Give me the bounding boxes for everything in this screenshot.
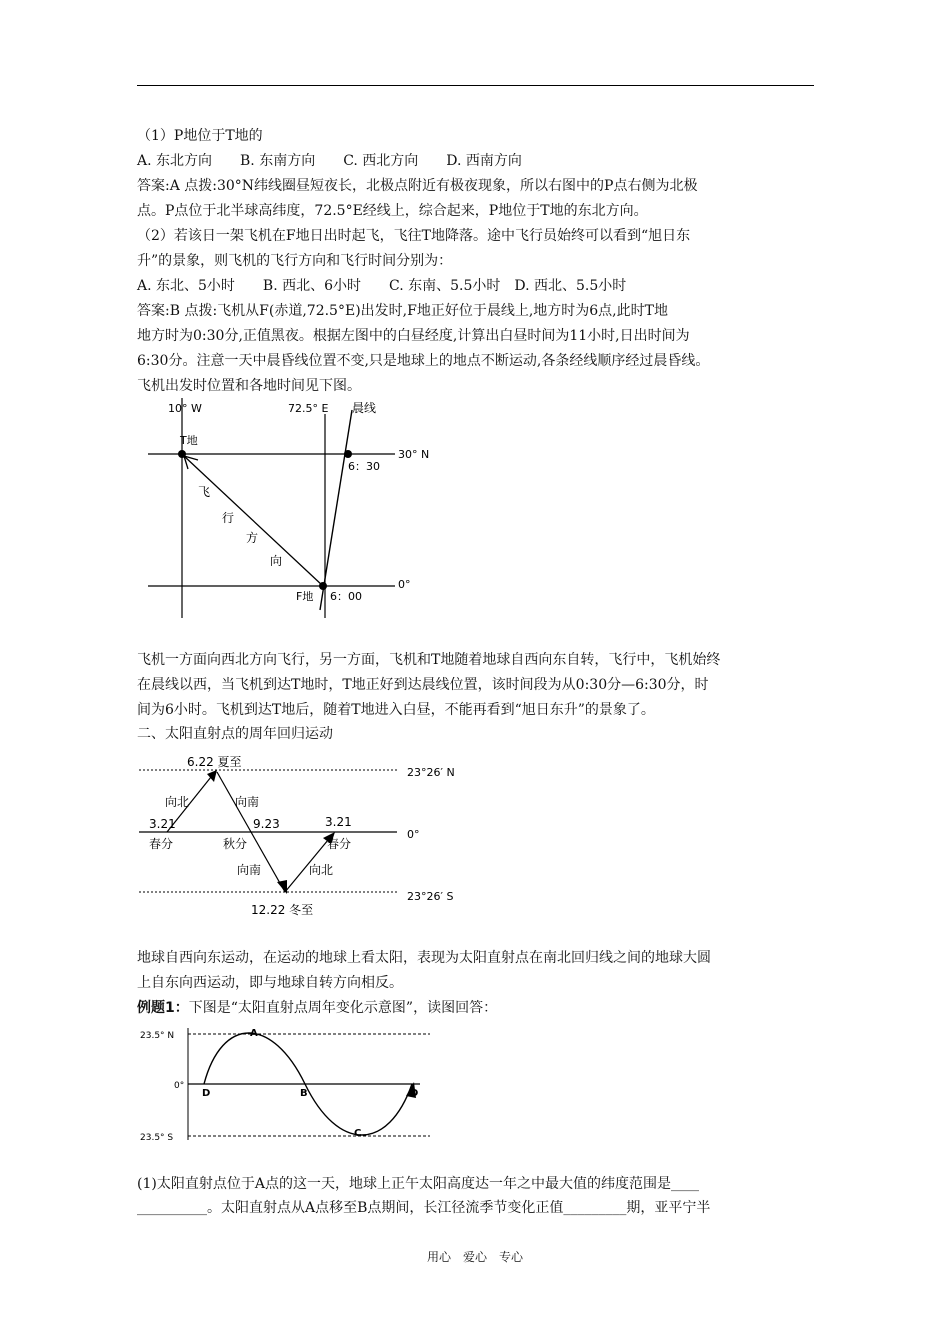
spring-label: 春分 — [149, 837, 174, 851]
lat-s-label: 23.5° S — [140, 1133, 174, 1143]
lat-n-label: 23.5° N — [140, 1031, 175, 1041]
path-char-4: 向 — [270, 554, 283, 568]
para2-line1: 地球自西向东运动，在运动的地球上看太阳，表现为太阳直射点在南北回归线之间的地球大圆 — [137, 950, 711, 966]
point-a-label: A — [250, 1028, 258, 1039]
path-char-1: 飞 — [198, 485, 211, 499]
south-label-2: 向南 — [237, 863, 262, 877]
example1-label: 例题1： — [137, 1000, 189, 1016]
lat-eq-label: 0° — [398, 578, 411, 591]
q1-options: A. 东北方向 B. 东南方向 C. 西北方向 D. 西南方向 — [137, 153, 522, 169]
q2-answer-line2: 地方时为0:30分,正值黑夜。根据左图中的白昼经度,计算出白昼时间为11小时,日出时间为 — [137, 328, 690, 344]
t-label: T地 — [180, 434, 198, 447]
q2-options: A. 东北、5小时 B. 西北、6小时 C. 东南、5.5小时 D. 西北、5.5小时 — [137, 278, 627, 294]
q2-answer-line3: 6:30分。注意一天中晨昏线位置不变,只是地球上的地点不断运动,各条经线顺序经过晨昏线。 — [137, 353, 710, 369]
t-point-dot — [178, 450, 186, 458]
spring-date-label: 3.21 — [149, 817, 176, 831]
q1-question: （1）P地位于T地的 — [137, 128, 263, 144]
solar-migration-diagram — [137, 752, 482, 924]
para1-line2: 在晨线以西，当飞机到达T地时，T地正好到达晨线位置，该时间段为从0:30分—6:30分，时 — [137, 677, 709, 693]
winter-label: 12.22 冬至 — [251, 903, 314, 917]
time-600-label: 6：00 — [330, 590, 362, 603]
example1-text: 下图是“太阳直射点周年变化示意图”，读图回答： — [188, 1000, 498, 1016]
q2-question-line2: 升”的景象，则飞机的飞行方向和飞行时间分别为： — [137, 253, 453, 269]
subsolar-curve-diagram — [140, 1024, 440, 1146]
lat-n-label: 30° N — [398, 448, 430, 461]
section2-heading: 二、太阳直射点的周年回归运动 — [137, 726, 333, 742]
lat-n-label: 23°26′ N — [407, 766, 455, 779]
para1-line3: 间为6小时。飞机到达T地后，随着T地进入白昼，不能再看到“旭日东升”的景象了。 — [137, 702, 655, 718]
lat-0-label: 0° — [407, 828, 420, 841]
flight-diagram — [140, 398, 460, 618]
para1-line1: 飞机一方面向西北方向飞行，另一方面，飞机和T地随着地球自西向东自转，飞行中，飞机始终 — [137, 652, 721, 668]
q1-answer-line2: 点。P点位于北半球高纬度，72.5°E经线上，综合起来，P地位于T地的东北方向。 — [137, 203, 648, 219]
point-b-label: B — [300, 1088, 308, 1099]
point-d1-label: D — [202, 1088, 211, 1099]
f-label: F地 — [296, 590, 314, 603]
point-c-label: C — [354, 1128, 362, 1139]
para2-line2: 上自东向西运动，即与地球自转方向相反。 — [137, 975, 403, 991]
q1-answer-line1: 答案:A 点拨:30°N纬线圈昼短夜长，北极点附近有极夜现象，所以右图中的P点右侧为北极 — [137, 178, 698, 194]
dawn-30n-dot — [344, 450, 352, 458]
q3-line2: __________。太阳直射点从A点移至B点期间，长江径流季节变化正值_________期，亚平宁半 — [137, 1200, 711, 1216]
f-point-dot — [319, 582, 327, 590]
lat-0-label: 0° — [174, 1081, 185, 1091]
example1-line — [137, 996, 497, 1020]
spring-label-2: 春分 — [327, 837, 352, 851]
lat-s-label: 23°26′ S — [407, 890, 454, 903]
path-char-3: 方 — [246, 531, 259, 545]
path-char-2: 行 — [222, 511, 235, 525]
dawn-line-label: 晨线 — [352, 401, 377, 415]
point-d2-label: D — [410, 1088, 419, 1099]
autumn-date-label: 9.23 — [253, 817, 280, 831]
q2-answer-line4: 飞机出发时位置和各地时间见下图。 — [137, 378, 361, 394]
time-630-label: 6：30 — [348, 460, 380, 473]
summer-label: 6.22 夏至 — [187, 755, 242, 769]
page-footer: 用心 爱心 专心 — [426, 1250, 523, 1264]
spring-date-label-2: 3.21 — [325, 815, 352, 829]
north-label-2: 向北 — [309, 863, 334, 877]
flight-path-line — [184, 456, 323, 586]
autumn-label: 秋分 — [223, 837, 248, 851]
north-label-1: 向北 — [165, 795, 190, 809]
q3-line1: (1)太阳直射点位于A点的这一天，地球上正午太阳高度达一年之中最大值的纬度范围是____ — [137, 1176, 699, 1192]
header-rule — [137, 85, 814, 86]
q2-question-line1: （2）若该日一架飞机在F地日出时起飞，飞往T地降落。途中飞行员始终可以看到“旭日东 — [137, 228, 691, 244]
lon-w-label: 10° W — [168, 402, 202, 415]
south-label-1: 向南 — [235, 795, 260, 809]
q2-answer-line1: 答案:B 点拨:飞机从F(赤道,72.5°E)出发时,F地正好位于晨线上,地方时为6点,此时T地 — [137, 303, 668, 319]
lon-e-label: 72.5° E — [288, 402, 329, 415]
